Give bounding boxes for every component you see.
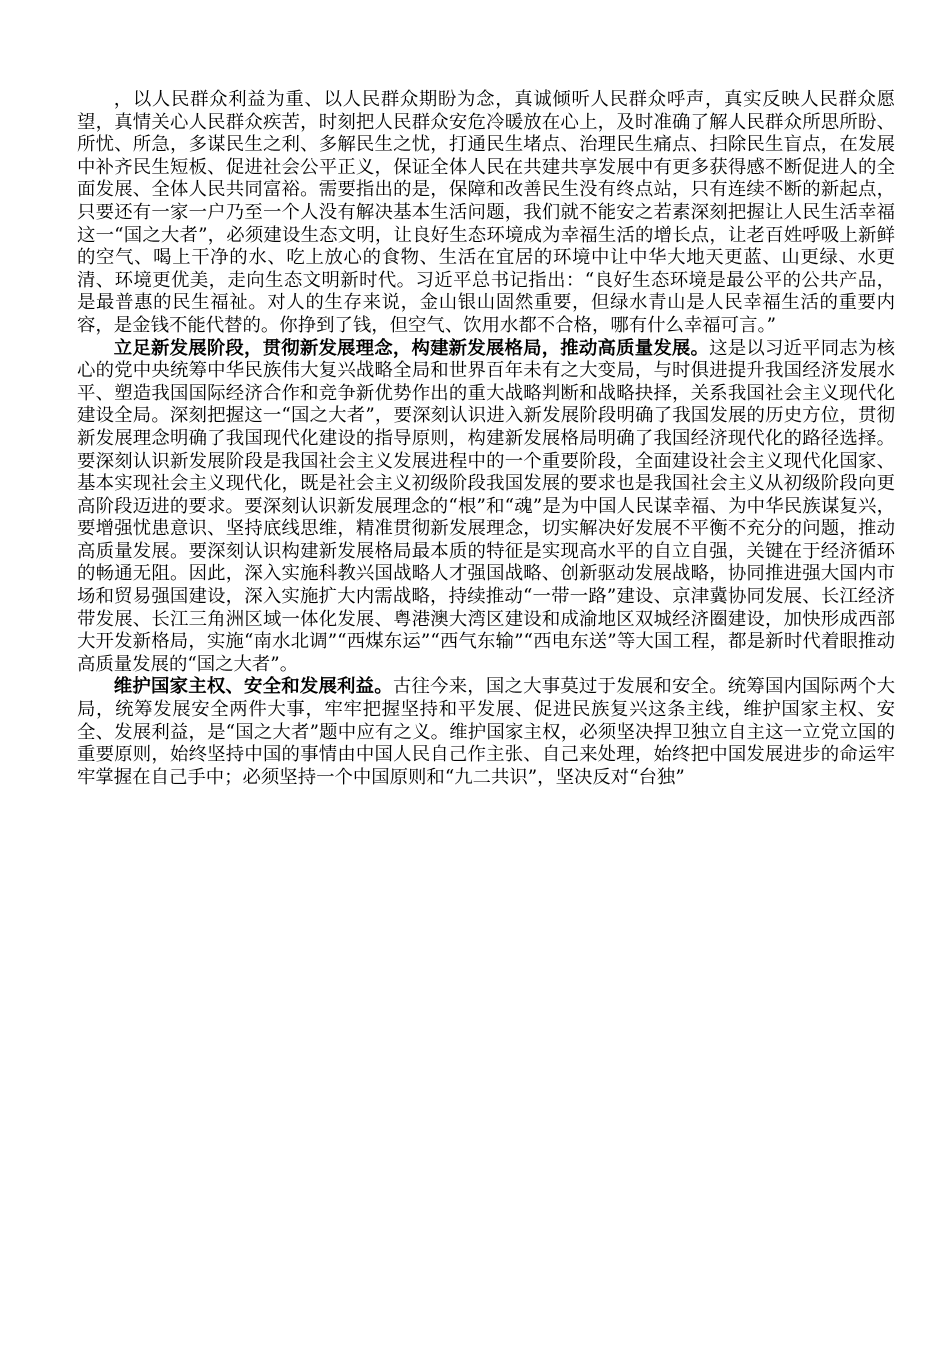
paragraph-body: 古往今来，国之大事莫过于发展和安全。统筹国内国际两个大局，统筹发展安全两件大事，牢牢把握坚持和平发展、促进民族复兴这条主线，维护国家主权、安全、发展利益，是“国之大者”题中应有之义。维护国家主权，必须坚决捍卫独立自主这一立党立国的重要原则，始终坚持中国的事情由中国人民自己作主张、自己来处理，始终把中国发展进步的命运牢牢掌握在自己手中；必须坚持一个中国原则和“九二共识”，坚决反对“台独”: [77, 676, 895, 788]
paragraph-lead: 立足新发展阶段，贯彻新发展理念，构建新发展格局，推动高质量发展。: [113, 337, 710, 359]
paragraph-new-development: [77, 338, 895, 677]
document-page: [77, 89, 895, 789]
paragraph-body: ，以人民群众利益为重、以人民群众期盼为念，真诚倾听人民群众呼声，真实反映人民群众愿望，真情关心人民群众疾苦，时刻把人民群众安危冷暖放在心上，及时准确了解人民群众所思所盼、所忧、所急，多谋民生之利、多解民生之忧，打通民生堵点、治理民生痛点、扫除民生盲点，在发展中补齐民生短板、促进社会公平正义，保证全体人民在共建共享发展中有更多获得感不断促进人的全面发展、全体人民共同富裕。需要指出的是，保障和改善民生没有终点站，只有连续不断的新起点，只要还有一家一户乃至一个人没有解决基本生活问题，我们就不能安之若素深刻把握让人民生活幸福这一“国之大者”，必须建设生态文明，让良好生态环境成为幸福生活的增长点，让老百姓呼吸上新鲜的空气、喝上干净的水、吃上放心的食物、生活在宜居的环境中让中华大地天更蓝、山更绿、水更清、环境更优美，走向生态文明新时代。习近平总书记指出：“良好生态环境是最公平的公共产品，是最普惠的民生福祉。对人的生存来说，金山银山固然重要，但绿水青山是人民幸福生活的重要内容，是金钱不能代替的。你挣到了钱，但空气、饮用水都不合格，哪有什么幸福可言。”: [77, 89, 895, 336]
paragraph-body: 这是以习近平同志为核心的党中央统筹中华民族伟大复兴战略全局和世界百年未有之大变局，与时俱进提升我国经济发展水平、塑造我国国际经济合作和竞争新优势作出的重大战略判断和战略抉择，关系我国社会主义现代化建设全局。深刻把握这一“国之大者”，要深刻认识进入新发展阶段明确了我国发展的历史方位，贯彻新发展理念明确了我国现代化建设的指导原则，构建新发展格局明确了我国经济现代化的路径选择。要深刻认识新发展阶段是我国社会主义发展进程中的一个重要阶段，全面建设社会主义现代化国家、基本实现社会主义现代化，既是社会主义初级阶段我国发展的要求也是我国社会主义从初级阶段向更高阶段迈进的要求。要深刻认识新发展理念的“根”和“魂”是为中国人民谋幸福、为中华民族谋复兴，要增强忧患意识、坚持底线思维，精准贯彻新发展理念，切实解决好发展不平衡不充分的问题，推动高质量发展。要深刻认识构建新发展格局最本质的特征是实现高水平的自立自强，关键在于经济循环的畅通无阻。因此，深入实施科教兴国战略人才强国战略、创新驱动发展战略，协同推进强大国内市场和贸易强国建设，深入实施扩大内需战略，持续推动“一带一路”建设、京津冀协同发展、长江经济带发展、长江三角洲区域一体化发展、粤港澳大湾区建设和成渝地区双城经济圈建设，加快形成西部大开发新格局，实施“南水北调”“西煤东运”“西气东输”“西电东送”等大国工程，都是新时代着眼推动高质量发展的“国之大者”。: [77, 337, 895, 675]
paragraph-lead: 维护国家主权、安全和发展利益。: [113, 676, 393, 698]
paragraph-people-livelihood: [77, 89, 895, 338]
paragraph-national-security: [77, 676, 895, 789]
